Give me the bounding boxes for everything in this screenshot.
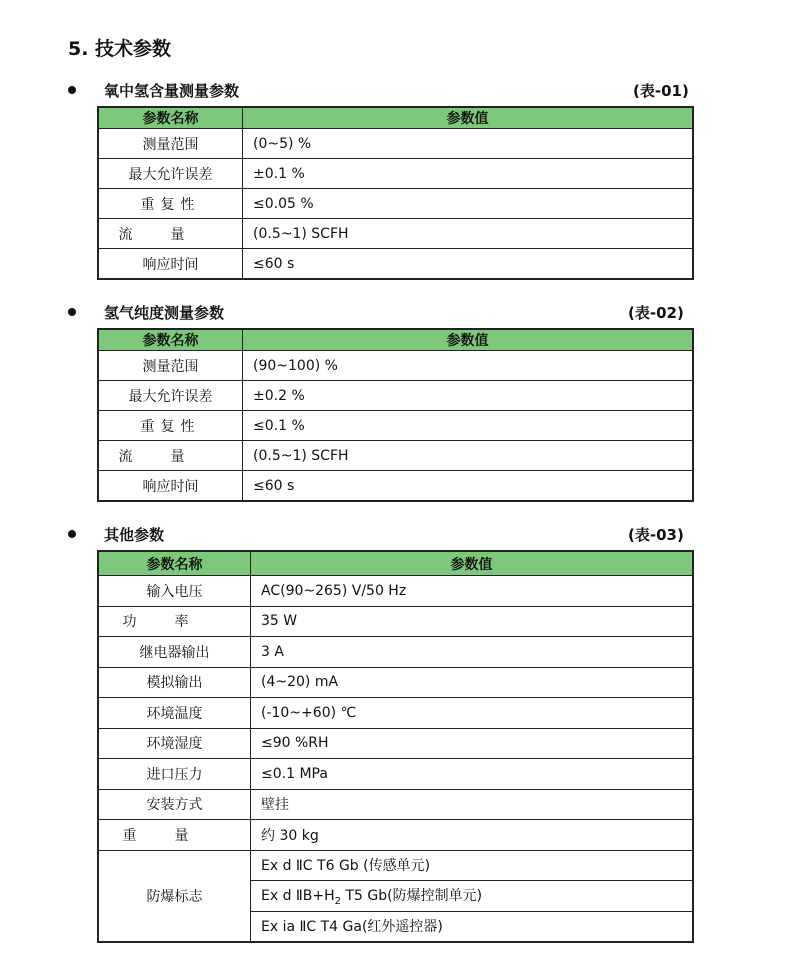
table-row (98, 351, 693, 381)
param-value: 3 A (251, 637, 694, 668)
table-row (98, 789, 693, 820)
table-2 (97, 328, 694, 502)
section-title-3 (68, 524, 164, 545)
table-row (98, 129, 693, 159)
table-tag-3: (表-03) (628, 526, 684, 544)
table-row (98, 698, 693, 729)
value-part: T5 Gb(防爆控制单元) (341, 887, 483, 904)
param-name: 响应时间 (98, 249, 243, 280)
param-value: ≤0.1 MPa (251, 759, 694, 790)
param-value (251, 881, 694, 912)
section-label: 其他参数 (104, 526, 165, 544)
table-row (98, 189, 693, 219)
col-header-name: 参数名称 (98, 107, 243, 129)
param-name: 功率 (98, 606, 251, 637)
col-header-value: 参数值 (251, 551, 694, 576)
table-row (98, 820, 693, 851)
section-label: 氢气纯度测量参数 (104, 304, 225, 322)
table-row (98, 381, 693, 411)
table-row (98, 441, 693, 471)
param-name: 重量 (98, 820, 251, 851)
col-header-value: 参数值 (243, 107, 694, 129)
table-tag-2: (表-02) (628, 304, 684, 322)
param-value: (90~100) % (243, 351, 694, 381)
table-row (98, 159, 693, 189)
param-name: 模拟输出 (98, 667, 251, 698)
param-value: Ex d ⅡC T6 Gb (传感单元) (251, 850, 694, 881)
param-name: 防爆标志 (98, 850, 251, 942)
param-name: 重复性 (98, 411, 243, 441)
param-name: 输入电压 (98, 576, 251, 607)
param-name: 测量范围 (98, 129, 243, 159)
table-row (98, 249, 693, 280)
bullet-icon (68, 308, 76, 316)
table-3 (97, 550, 694, 943)
param-value: ±0.2 % (243, 381, 694, 411)
page-title: 5. 技术参数 (68, 38, 172, 60)
table-row (98, 728, 693, 759)
col-header-name: 参数名称 (98, 329, 243, 351)
section-title-1 (68, 80, 239, 101)
param-value: (-10~+60) ℃ (251, 698, 694, 729)
table-row (98, 219, 693, 249)
param-name: 重复性 (98, 189, 243, 219)
param-value: (0.5~1) SCFH (243, 441, 694, 471)
table-row (98, 667, 693, 698)
table-row (98, 850, 693, 881)
param-name: 最大允许误差 (98, 159, 243, 189)
table-tag-1: (表-01) (633, 82, 689, 100)
table-row (98, 759, 693, 790)
param-value: Ex ia ⅡC T4 Ga(红外遥控器) (251, 911, 694, 942)
param-value: ≤0.1 % (243, 411, 694, 441)
param-name: 流量 (98, 219, 243, 249)
param-name: 响应时间 (98, 471, 243, 502)
param-name: 继电器输出 (98, 637, 251, 668)
bullet-icon (68, 86, 76, 94)
param-value: ±0.1 % (243, 159, 694, 189)
param-name: 环境湿度 (98, 728, 251, 759)
param-value: AC(90~265) V/50 Hz (251, 576, 694, 607)
param-name: 安装方式 (98, 789, 251, 820)
param-value: ≤60 s (243, 249, 694, 280)
col-header-name: 参数名称 (98, 551, 251, 576)
param-name: 流量 (98, 441, 243, 471)
table-row (98, 576, 693, 607)
param-value: ≤90 %RH (251, 728, 694, 759)
param-value: 壁挂 (251, 789, 694, 820)
col-header-value: 参数值 (243, 329, 694, 351)
table-row (98, 637, 693, 668)
param-value: (0.5~1) SCFH (243, 219, 694, 249)
param-value: ≤60 s (243, 471, 694, 502)
param-name: 测量范围 (98, 351, 243, 381)
param-name: 最大允许误差 (98, 381, 243, 411)
table-row (98, 411, 693, 441)
param-value: 35 W (251, 606, 694, 637)
param-name: 进口压力 (98, 759, 251, 790)
param-value: 约 30 kg (251, 820, 694, 851)
table-row (98, 471, 693, 502)
param-value: (0~5) % (243, 129, 694, 159)
section-label: 氧中氢含量测量参数 (104, 82, 240, 100)
section-title-2 (68, 302, 224, 323)
table-row (98, 606, 693, 637)
subscript: 2 (334, 895, 342, 907)
table-1 (97, 106, 694, 280)
param-value: (4~20) mA (251, 667, 694, 698)
param-name: 环境温度 (98, 698, 251, 729)
value-part: Ex d ⅡB+H (261, 887, 335, 904)
param-value: ≤0.05 % (243, 189, 694, 219)
bullet-icon (68, 530, 76, 538)
